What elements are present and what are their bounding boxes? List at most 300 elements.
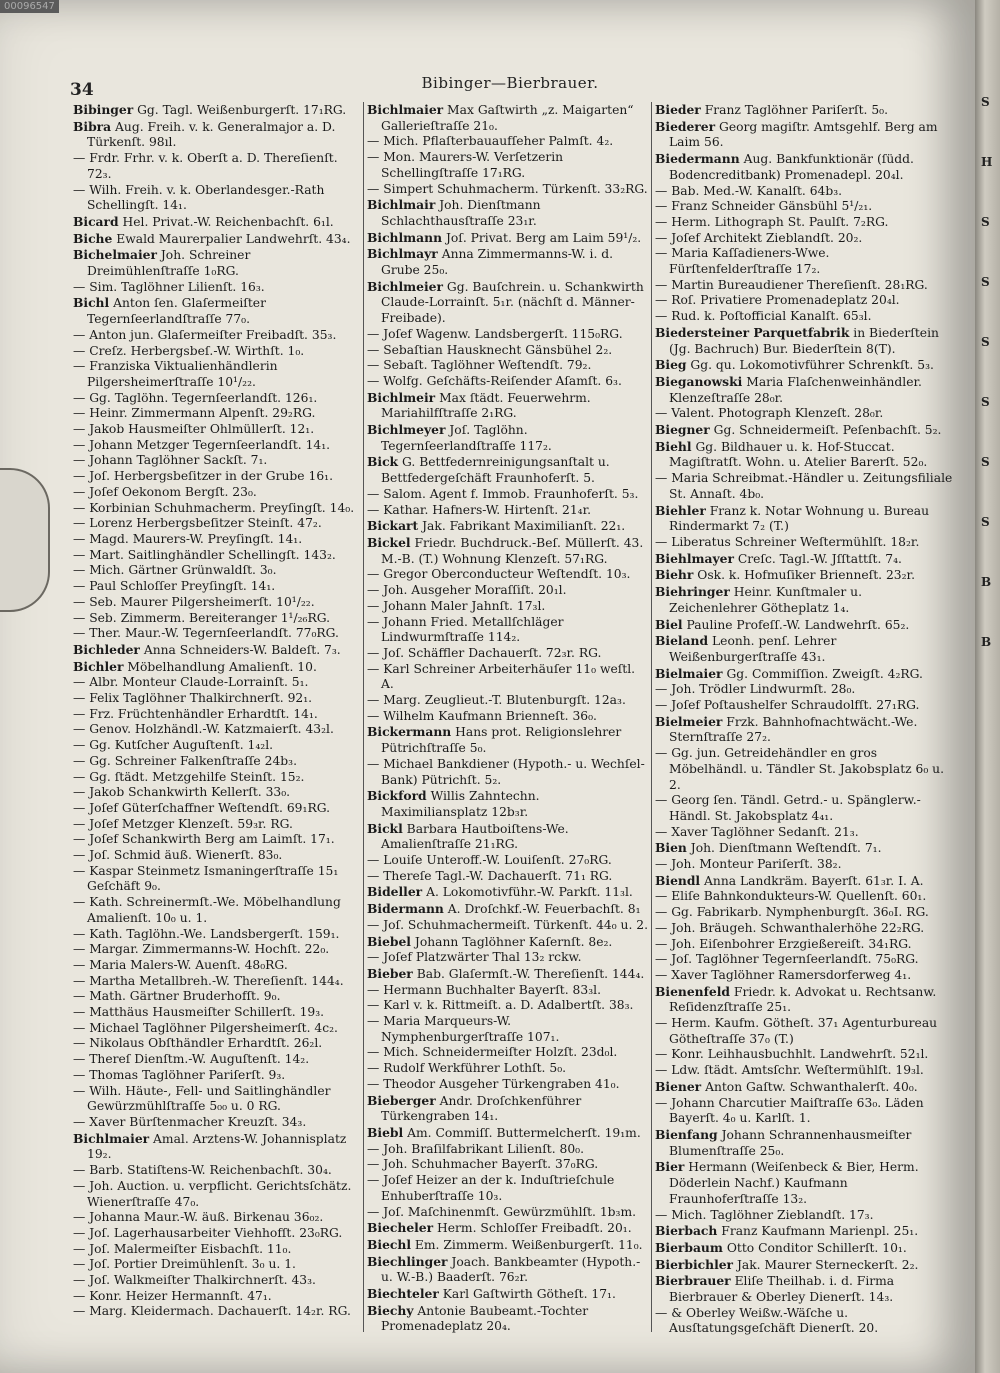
directory-entry [73, 958, 363, 974]
entry-surname: Bickel [367, 534, 411, 550]
column-3 [655, 102, 953, 1352]
entry-text: — Joſ. Schuhmachermeiſt. Türkenſt. 44₀ u. 2. [367, 917, 649, 932]
directory-entry [655, 406, 953, 422]
entry-surname: Bichlmeyer [367, 422, 446, 438]
directory-entry [73, 801, 363, 817]
entry-text: — Michael Taglöhner Pilgersheimerſt. 4c₂. [73, 1020, 338, 1035]
entry-text: Jak. Fabrikant Maximilianſt. 22₁. [422, 519, 626, 534]
entry-text: Leonh. penſ. Lehrer Weißenburgerſtraſſe 43₁. [669, 634, 837, 664]
directory-entry [367, 1077, 649, 1093]
directory-entry [367, 757, 649, 788]
directory-entry [655, 1306, 953, 1337]
column-divider [363, 102, 364, 1332]
directory-entry [367, 503, 649, 519]
directory-entry [73, 754, 363, 770]
directory-entry [655, 1208, 953, 1224]
directory-entry [655, 746, 953, 793]
entry-surname: Bieberger [367, 1092, 436, 1108]
directory-entry [73, 1052, 363, 1068]
entry-text: — Ldw. ſtädt. Amtsſchr. Weſtermühlſt. 19₃l. [655, 1063, 924, 1078]
directory-entry [655, 873, 953, 890]
entry-text: — Wilhelm Kaufmann Brienneſt. 36₀. [367, 708, 597, 723]
entry-text: Gg. Bildhauer u. k. Hof-Stuccat. Magiſtratſt. Wohn. u. Atelier Barerſt. 52₀. [669, 439, 928, 470]
directory-entry [655, 984, 953, 1016]
directory-entry [73, 579, 363, 595]
entry-text: — Mich. Pflaſterbauaufſeher Palmſt. 4₂. [367, 134, 614, 149]
entry-surname: Bien [655, 840, 687, 856]
directory-entry [73, 626, 363, 642]
entry-text: — Joſ. Schmid äuß. Wienerſt. 83₀. [73, 848, 283, 863]
entry-text: Aug. Freih. v. k. Generalmajor a. D. Türkenſt. 98ıl. [87, 119, 336, 150]
directory-entry [655, 357, 953, 374]
directory-entry [73, 1068, 363, 1084]
entry-surname: Bichelmaier [73, 247, 157, 263]
entry-text: — Xaver Bürſtenmacher Kreuzſt. 34₃. [73, 1115, 307, 1129]
entry-text: — Margar. Zimmermanns-W. Hochſt. 22₀. [73, 942, 330, 957]
entry-text: — Gg. Schreiner Falkenſtraſſe 24b₃. [73, 753, 297, 768]
entry-surname: Bielmeier [655, 713, 723, 729]
directory-entry [73, 642, 363, 659]
entry-text: Anton Gaſtw. Schwanthalerſt. 40₀. [705, 1079, 918, 1094]
directory-entry [367, 567, 649, 583]
entry-text: — & Oberley Weißw.-Wäſche u. Ausſtatungsgeſchäft Dienerſt. 20. [655, 1305, 879, 1336]
directory-entry [655, 293, 953, 309]
entry-surname: Bichlmeir [367, 389, 436, 405]
directory-entry [367, 901, 649, 918]
entry-text: Barbara Hautboiſtens-We. Amalienſtraſſe 21₁RG. [381, 821, 569, 852]
entry-text: — Marg. Kleidermach. Dachauerſt. 14₂r. RG. [73, 1304, 351, 1319]
directory-entry [73, 469, 363, 485]
entry-text: Karl Gaſtwirth Götheſt. 17₁. [442, 1287, 616, 1302]
entry-text: — Frdr. Frhr. v. k. Oberſt a. D. Thereſienſt. 72₃. [73, 151, 338, 181]
entry-text: — Anton jun. Glaſermeiſter Freibadſt. 35₃. [73, 327, 337, 342]
entry-surname: Bickermann [367, 724, 452, 740]
directory-entry [655, 325, 953, 357]
entry-text: — Joſ. Malermeiſter Eisbachſt. 11₀. [73, 1241, 292, 1256]
entry-surname: Bick [367, 454, 399, 470]
directory-entry [367, 934, 649, 951]
directory-entry [655, 1063, 953, 1079]
entry-text: Gg. Bauſchrein. u. Schankwirth Claude-Lorrainſt. 5₁r. (nächſt d. Männer-Freibade). [381, 279, 644, 326]
directory-entry [367, 615, 649, 646]
entry-text: — Ther. Maur.-W. Tegernſeerlandſt. 77₀RG. [73, 626, 339, 641]
entry-text: — Maria Malers-W. Auenſt. 48₀RG. [73, 957, 288, 972]
entry-surname: Bier [655, 1159, 685, 1175]
directory-entry [367, 983, 649, 999]
entry-text: — Thereſ Dienſtm.-W. Auguſtenſt. 14₂. [73, 1052, 310, 1067]
directory-entry [655, 503, 953, 535]
directory-entry [73, 722, 363, 738]
entry-surname: Bieganowski [655, 373, 743, 389]
entry-text: — Nikolaus Obſthändler Erhardtſt. 26₂l. [73, 1036, 323, 1051]
entry-text: — Magd. Maurers-W. Preyſingſt. 14₁. [73, 531, 303, 546]
entry-text: Gg. Schneidermeiſt. Peſenbachſt. 5₂. [713, 423, 942, 438]
directory-entry [73, 1289, 363, 1305]
directory-entry [367, 374, 649, 390]
entry-text: — Joſef Heizer an der k. Induſtrieſchule Enhuberſtraſſe 10₃. [367, 1173, 615, 1203]
directory-entry [655, 1016, 953, 1047]
edge-letter: B [981, 635, 992, 649]
directory-entry [367, 1045, 649, 1061]
entry-text: Hermann (Weiſenbeck & Bier, Herm. Döderlein Nachf.) Kaufmann Fraunhoferſtraſſe 13₂. [669, 1160, 919, 1206]
entry-text: in Biederſtein (Jg. Bachruch) Bur. Biederſtein 8(T). [669, 325, 939, 356]
entry-text: — Theodor Ausgeher Türkengraben 41₀. [367, 1076, 620, 1091]
directory-entry [73, 989, 363, 1005]
directory-entry [367, 134, 649, 150]
entry-text: Creſc. Tagl.-W. Jſſtattſt. 7₄. [737, 551, 902, 566]
directory-entry [655, 439, 953, 471]
entry-text: — Joſef Wagenw. Landsbergerſt. 115₀RG. [367, 326, 623, 341]
directory-entry [655, 215, 953, 231]
directory-entry [73, 927, 363, 943]
entry-text: Gg. qu. Lokomotivführer Schrenkſt. 5₃. [690, 358, 934, 373]
directory-entry [73, 119, 363, 151]
entry-text: — Johann Maler Jahnſt. 17₃l. [367, 598, 546, 613]
entry-text: Georg magiſtr. Amtsgehlf. Berg am Laim 56. [669, 119, 938, 150]
entry-text: Johann Taglöhner Kaſernſt. 8e₂. [414, 934, 613, 949]
entry-text: — Maria Kaſſadieners-Wwe. Fürſtenfelderſtraſſe 17₂. [655, 246, 830, 277]
directory-entry [655, 199, 953, 215]
entry-text: — Martin Bureaudiener Thereſienſt. 28₁RG. [655, 277, 928, 292]
entry-text: — Paul Schloſſer Preyſingſt. 14₁. [73, 579, 276, 594]
directory-entry [367, 709, 649, 725]
entry-text: — Karl Schreiner Arbeiterhäuſer 11₀ weſtl. A. [367, 661, 636, 692]
entry-text: — Joſef Güterſchaffner Weſtendſt. 69₁RG. [73, 800, 330, 815]
entry-text: Anton ſen. Glaſermeiſter Tegernſeerlandſtraſſe 77₀. [87, 296, 266, 327]
directory-entry [655, 1047, 953, 1063]
entry-text: — Heinr. Zimmermann Alpenſt. 29₂RG. [73, 406, 316, 421]
entry-text: Willis Zahntechn. Maximiliansplatz 12b₃r. [381, 789, 540, 819]
entry-text: — Joh. Bräugeh. Schwanthalerhöhe 22₂RG. [655, 920, 925, 935]
directory-entry [367, 966, 649, 983]
entry-text: — Joh. Monteur Pariſerſt. 38₂. [655, 857, 842, 872]
edge-letter: S [981, 455, 990, 469]
directory-entry [367, 1093, 649, 1125]
entry-text: Gg. Commiſſion. Zweigſt. 4₂RG. [726, 666, 923, 681]
directory-entry [367, 1220, 649, 1237]
entry-text: — Gg. ſtädt. Metzgehilfe Steinſt. 15₂. [73, 769, 305, 784]
entry-surname: Bibinger [73, 102, 134, 117]
column-divider [651, 102, 652, 1332]
entry-text: Franz Kaufmann Marienpl. 25₁. [721, 1224, 919, 1239]
entry-text: Franz Taglöhner Pariſerſt. 5₀. [704, 103, 889, 117]
directory-entry [655, 184, 953, 200]
directory-entry [73, 548, 363, 564]
entry-surname: Bichler [73, 658, 124, 674]
directory-entry [73, 1257, 363, 1273]
directory-entry [73, 895, 363, 926]
entry-surname: Biche [73, 230, 113, 246]
entry-text: — Sim. Taglöhner Lilienſt. 16₃. [73, 279, 265, 294]
entry-text: Jak. Maurer Sterneckerſt. 2₂. [736, 1257, 919, 1272]
entry-text: — Wilh. Freih. v. k. Oberlandesger.-Rath Schellingſt. 14₁. [73, 182, 325, 213]
entry-text: — Joſef Schankwirth Berg am Laimſt. 17₁. [73, 832, 335, 847]
entry-text: — Kaspar Steinmetz Ismaningerſtraſſe 15₁ Geſchäft 9₀. [73, 863, 339, 894]
entry-surname: Biechteler [367, 1286, 439, 1302]
entry-text: — Joh. Ausgeher Moraſſiſt. 20₁l. [367, 583, 567, 598]
entry-text: — Genov. Holzhändl.-W. Katzmaierſt. 43₂l. [73, 722, 334, 737]
entry-text: — Rud. k. Poſtofficial Kanalſt. 65₃l. [655, 309, 872, 324]
directory-entry [655, 102, 953, 119]
entry-surname: Biehlmayer [655, 550, 734, 566]
directory-entry [367, 358, 649, 374]
entry-text: — Roſ. Privatiere Promenadeplatz 20₄l. [655, 293, 900, 308]
entry-text: — Xaver Taglöhner Sedanſt. 21₃. [655, 824, 859, 839]
entry-text: Joach. Bankbeamter (Hypoth.- u. W.-B.) Baaderſt. 76₂r. [381, 1254, 641, 1285]
directory-entry [367, 343, 649, 359]
entry-text: — Seb. Maurer Pilgersheimerſt. 10¹/₂₂. [73, 594, 315, 609]
directory-entry [73, 501, 363, 517]
directory-entry [367, 693, 649, 709]
entry-text: Osk. k. Hofmuſiker Brienneſt. 23₂r. [697, 568, 915, 583]
entry-text: Joh. Dienſtmann Schlachthausſtraſſe 23₁r. [381, 198, 541, 228]
entry-surname: Biehr [655, 567, 694, 583]
entry-text: — Sebaſt. Taglöhner Weſtendſt. 79₂. [367, 358, 592, 373]
directory-entry [655, 857, 953, 873]
directory-entry [655, 1257, 953, 1274]
entry-text: — Joh. Trödler Lindwurmſt. 28₀. [655, 682, 856, 697]
entry-surname: Bichleder [73, 641, 140, 657]
directory-entry [655, 617, 953, 634]
directory-entry [73, 770, 363, 786]
entry-text: — Joſ. Portier Dreimühlenſt. 3₀ u. 1. [73, 1257, 296, 1272]
entry-text: — Valent. Photograph Klenzeſt. 28₀r. [655, 406, 884, 421]
directory-entry [73, 1036, 363, 1052]
directory-entry [367, 950, 649, 966]
entry-text: — Maria Schreibmat.-Händler u. Zeitungsfiliale St. Annaſt. 4b₀. [655, 471, 953, 501]
running-head: Bibinger—Bierbrauer. [421, 74, 599, 92]
directory-entry [367, 1205, 649, 1221]
entry-surname: Biener [655, 1078, 702, 1094]
entry-text: — Thereſe Tagl.-W. Dachauerſt. 71₁ RG. [367, 868, 613, 883]
entry-text: A. Droſchkf.-W. Feuerbachſt. 8₁ [447, 902, 641, 917]
entry-text: Pauline Profeſſ.-W. Landwehrſt. 65₂. [686, 617, 910, 632]
directory-entry [367, 230, 649, 247]
directory-entry [73, 864, 363, 895]
entry-text: Heinr. Kunſtmaler u. Zeichenlehrer Götheplatz 1₄. [669, 585, 863, 615]
entry-surname: Biechy [367, 1302, 414, 1318]
entry-text: Bab. Glaſermſt.-W. Thereſienſt. 144₄. [416, 966, 645, 981]
directory-entry [73, 1179, 363, 1210]
entry-surname: Biederer [655, 118, 716, 134]
entry-surname: Bichl [73, 295, 110, 311]
entry-surname: Bieg [655, 357, 687, 373]
directory-entry [655, 246, 953, 277]
entry-surname: Bibra [73, 118, 112, 134]
directory-entry [73, 328, 363, 344]
entry-surname: Bichlmaier [73, 1130, 150, 1146]
column-2 [367, 102, 649, 1352]
entry-text: — Kath. Taglöhn.-We. Landsbergerſt. 159₁. [73, 926, 340, 941]
entry-text: — Gregor Oberconducteur Weſtendſt. 10₃. [367, 567, 631, 582]
directory-entry [367, 788, 649, 820]
directory-entry [655, 793, 953, 824]
binding-tab [0, 468, 50, 612]
directory-entry [367, 1286, 649, 1303]
directory-entry [73, 691, 363, 707]
entry-text: — Joſef Metzger Klenzeſt. 59₃r. RG. [73, 816, 293, 831]
directory-entry [73, 942, 363, 958]
entry-surname: Bichlmaier [367, 102, 444, 117]
directory-entry [655, 840, 953, 857]
edge-letter: S [981, 515, 990, 529]
edge-letter: H [981, 155, 993, 169]
directory-entry [73, 1304, 363, 1320]
directory-entry [367, 884, 649, 901]
entry-text: — Korbinian Schuhmacherm. Preyſingſt. 14₀. [73, 500, 355, 515]
entry-text: — Herm. Lithograph St. Paulſt. 7₂RG. [655, 214, 889, 229]
entry-surname: Biebel [367, 933, 411, 949]
entry-text: — Konr. Leihhausbuchhlt. Landwehrſt. 52₁l. [655, 1047, 929, 1062]
entry-text: Otto Conditor Schillerſt. 10₁. [726, 1240, 907, 1255]
directory-entry [73, 595, 363, 611]
directory-entry [367, 535, 649, 567]
directory-entry [73, 563, 363, 579]
entry-text: Anna Landkräm. Bayerſt. 61₃r. I. A. [704, 873, 924, 888]
entry-text: — Joſef Poſtaushelfer Schraudolfſt. 27₁RG. [655, 698, 920, 713]
entry-text: — Joh. Schuhmacher Bayerſt. 37₀RG. [367, 1157, 599, 1172]
edge-letter: S [981, 95, 990, 109]
directory-entry [655, 309, 953, 325]
entry-text: — Bab. Med.-W. Kanalſt. 64b₃. [655, 183, 843, 198]
directory-entry [73, 359, 363, 390]
directory-entry [367, 197, 649, 229]
directory-entry [655, 952, 953, 968]
directory-entry [655, 1273, 953, 1305]
entry-text: — Joh. Braſilfabrikant Lilienſt. 80₀. [367, 1141, 585, 1156]
directory-entry [655, 1096, 953, 1127]
directory-entry [655, 1159, 953, 1207]
entry-text: Anna Zimmermanns-W. i. d. Grube 25₀. [381, 247, 614, 278]
directory-entry [73, 214, 363, 231]
entry-text: Franz k. Notar Wohnung u. Bureau Rindermarkt 7₂ (T.) [669, 503, 930, 534]
directory-entry [655, 535, 953, 551]
directory-entry [367, 853, 649, 869]
entry-text: — Michael Bankdiener (Hypoth.- u. Wechſel-Bank) Pütrichſt. 5₂. [367, 756, 645, 787]
entry-text: — Joſ. Herbergsbeſitzer in der Grube 16₁. [73, 469, 333, 484]
directory-entry [367, 1142, 649, 1158]
entry-text: — Franz Schneider Gänsbühl 5¹/₂₁. [655, 199, 873, 214]
directory-entry [367, 150, 649, 181]
entry-text: — Georg ſen. Tändl. Getrd.- u. Spänglerw.-Händl. St. Jakobsplatz 4₄₁. [655, 793, 921, 823]
entry-surname: Biegner [655, 422, 710, 438]
directory-entry [655, 698, 953, 714]
entry-text: Joſ. Privat. Berg am Laim 59¹/₂. [445, 230, 642, 245]
entry-surname: Bierbrauer [655, 1273, 731, 1289]
entry-surname: Bieland [655, 633, 709, 649]
entry-text: Joh. Dienſtmann Weſtendſt. 7₁. [690, 841, 882, 856]
entry-surname: Bieder [655, 102, 701, 117]
entry-text: — Seb. Zimmerm. Bereiteranger 1¹/₂₆RG. [73, 610, 331, 625]
entry-text: — Xaver Taglöhner Ramersdorferweg 4₁. [655, 967, 912, 982]
entry-text: — Johann Fried. Metallſchläger Lindwurmſtraſſe 114₂. [367, 614, 564, 645]
entry-text: — Joh. Auction. u. verpflicht. Gerichtsſchätz. Wienerſtraſſe 47₀. [73, 1178, 352, 1209]
entry-surname: Bielmaier [655, 665, 723, 681]
edge-letter: S [981, 335, 990, 349]
directory-entry [73, 151, 363, 182]
directory-entry [73, 438, 363, 454]
directory-entry [655, 422, 953, 439]
entry-text: — Louiſe Unteroff.-W. Louiſenſt. 27₀RG. [367, 853, 612, 868]
entry-text: — Salom. Agent f. Immob. Fraunhoferſt. 5₃. [367, 486, 639, 501]
entry-text: Hel. Privat.-W. Reichenbachſt. 6₁l. [122, 214, 334, 229]
directory-entry [73, 1210, 363, 1226]
entry-text: — Kath. Schreinermſt.-We. Möbelhandlung Amalienſt. 10₀ u. 1. [73, 895, 341, 925]
directory-entry [73, 453, 363, 469]
directory-entry [367, 1237, 649, 1254]
entry-text: — Martha Metallbreh.-W. Thereſienſt. 144₄. [73, 973, 344, 988]
entry-text: — Eliſe Bahnkondukteurs-W. Quellenſt. 60₁. [655, 889, 927, 904]
directory-entry [655, 666, 953, 683]
entry-text: — Johann Taglöhner Sackſt. 7₁. [73, 453, 268, 468]
entry-text: Amal. Arztens-W. Johannisplatz 19₂. [87, 1131, 347, 1162]
entry-surname: Biedersteiner Parquetfabrik [655, 324, 850, 340]
entry-surname: Bickl [367, 820, 403, 836]
directory-entry [655, 825, 953, 841]
directory-entry [367, 998, 649, 1014]
directory-entry [655, 119, 953, 151]
directory-entry [367, 1173, 649, 1204]
entry-text: — Gg. Kutſcher Auguſtenſt. 1₄₂l. [73, 738, 274, 753]
directory-entry [367, 1061, 649, 1077]
entry-text: Herm. Schloſſer Freibadſt. 20₁. [437, 1221, 632, 1236]
entry-surname: Bickford [367, 788, 427, 804]
directory-entry [367, 246, 649, 278]
directory-entry [655, 889, 953, 905]
directory-entry [73, 707, 363, 723]
directory-entry [367, 422, 649, 454]
entry-text: Gg. Tagl. Weißenburgerſt. 17₁RG. [137, 103, 347, 117]
directory-entry [655, 1240, 953, 1257]
directory-entry [73, 1226, 363, 1242]
entry-text: Frzk. Bahnhofnachtwächt.-We. Sternſtraſſe 27₂. [669, 714, 918, 745]
directory-entry [73, 848, 363, 864]
edge-letter: S [981, 215, 990, 229]
entry-text: Antonie Baubeamt.-Tochter Promenadeplatz 20₄. [381, 1303, 589, 1334]
entry-text: — Felix Taglöhner Thalkirchnerſt. 92₁. [73, 691, 313, 706]
directory-entry [73, 1273, 363, 1289]
entry-text: — Liberatus Schreiner Weſtermühlſt. 18₂r. [655, 534, 920, 549]
directory-entry [73, 516, 363, 532]
directory-entry [655, 682, 953, 698]
entry-surname: Bienfang [655, 1127, 718, 1142]
page-number: 34 [70, 80, 94, 100]
entry-text: Ewald Maurerpalier Landwehrſt. 43₄. [116, 231, 351, 246]
entry-text: — Joſef Architekt Zieblandſt. 20₂. [655, 230, 863, 245]
entry-surname: Bideller [367, 884, 423, 900]
directory-entry [73, 1021, 363, 1037]
directory-entry [73, 485, 363, 501]
entry-text: — Simpert Schuhmacherm. Türkenſt. 33₂RG. [367, 181, 648, 196]
directory-entry [73, 675, 363, 691]
directory-entry [655, 151, 953, 183]
entry-text: G. Bettfedernreinigungsanſtalt u. Bettfedergeſchäft Fraunhoferſt. 5. [381, 455, 610, 486]
directory-entry [367, 918, 649, 934]
directory-entry [73, 832, 363, 848]
entry-text: — Marg. Zeuglieut.-T. Blutenburgſt. 12a₃. [367, 693, 626, 708]
directory-entry [655, 584, 953, 616]
entry-surname: Biecheler [367, 1220, 434, 1236]
directory-entry [367, 279, 649, 327]
directory-entry [73, 344, 363, 360]
directory-entry [73, 1084, 363, 1115]
directory-entry [367, 327, 649, 343]
entry-text: Joſ. Taglöhn. Tegernſeerlandſtraſſe 117₂. [381, 423, 552, 453]
entry-text: — Mich. Schneidermeiſter Holzſt. 23d₀l. [367, 1045, 618, 1060]
entry-surname: Biendl [655, 872, 701, 888]
entry-surname: Biechl [367, 1236, 411, 1252]
directory-entry [655, 374, 953, 406]
